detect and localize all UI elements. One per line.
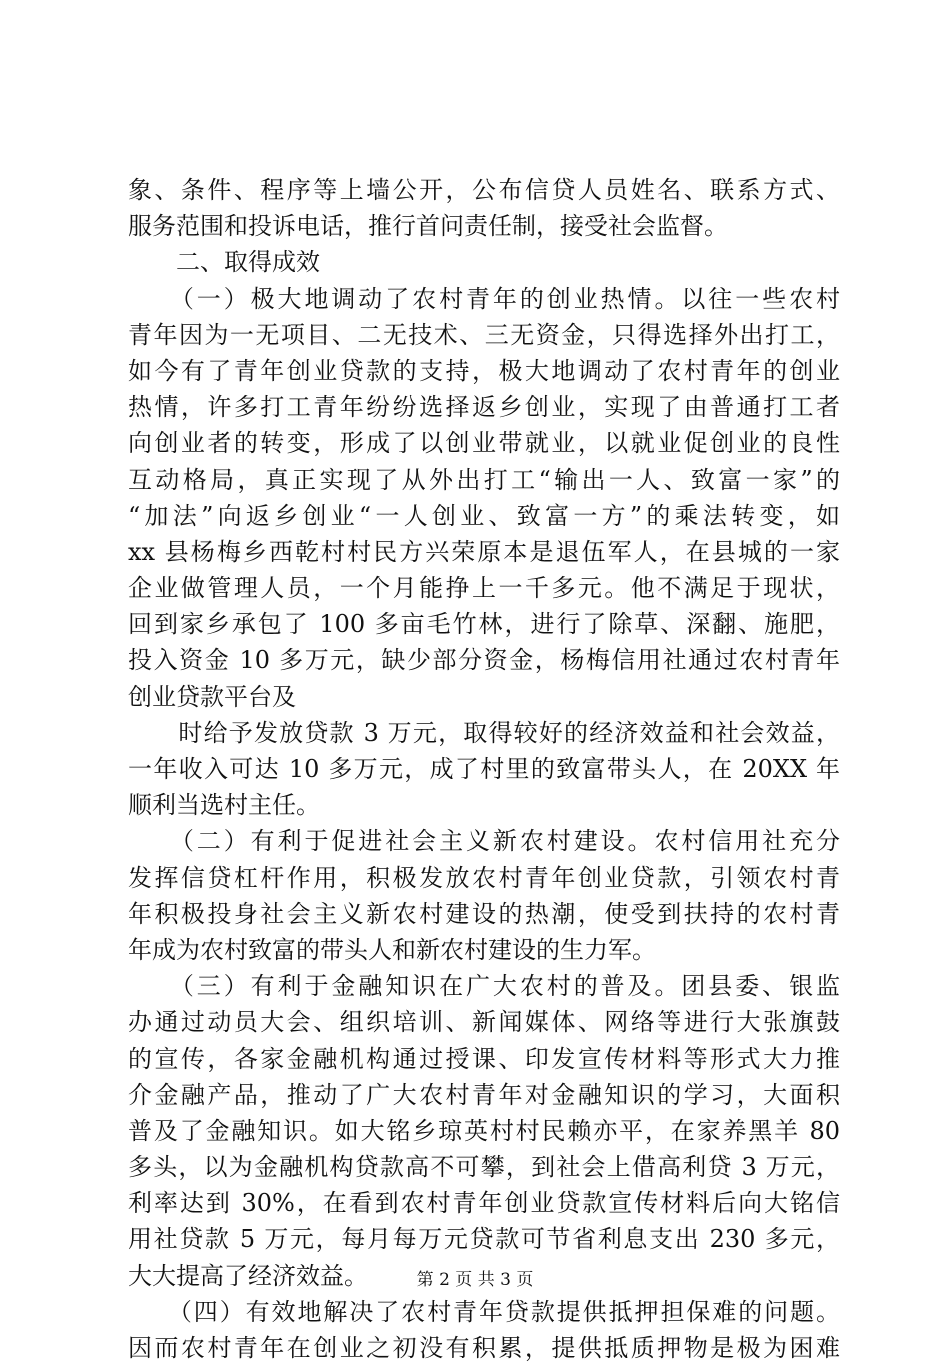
text-line: 因而农村青年在创业之初没有积累，提供抵质押物是极为困难 — [128, 1334, 840, 1362]
text-line: 用社贷款 5 万元，每月每万元贷款可节省利息支出 230 多元， — [128, 1225, 840, 1254]
text-line: xx 县杨梅乡西乾村村民方兴荣原本是退伍军人，在县城的一家 — [128, 537, 840, 566]
text-line: 介金融产品，推动了广大农村青年对金融知识的学习，大面积 — [128, 1080, 840, 1109]
text-line: 服务范围和投诉电话，推行首问责任制，接受社会监督。 — [128, 212, 728, 241]
section-heading: 二、取得成效 — [128, 248, 320, 277]
text-line: 利率达到 30%，在看到农村青年创业贷款宣传材料后向大铭信 — [128, 1189, 840, 1218]
text-line: 热情，许多打工青年纷纷选择返乡创业，实现了由普通打工者 — [128, 393, 840, 422]
text-line: （四）有效地解决了农村青年贷款提供抵押担保难的问题。 — [128, 1297, 840, 1326]
text-line: 投入资金 10 多万元，缺少部分资金，杨梅信用社通过农村青年 — [128, 646, 840, 675]
text-line: 顺利当选村主任。 — [128, 791, 320, 820]
text-line: 如今有了青年创业贷款的支持，极大地调动了农村青年的创业 — [128, 356, 840, 385]
text-line: 普及了金融知识。如大铭乡琼英村村民赖亦平，在家养黑羊 80 — [128, 1116, 840, 1145]
text-line: 互动格局，真正实现了从外出打工“输出一人、致富一家”的 — [128, 465, 840, 494]
text-line: 象、条件、程序等上墙公开，公布信贷人员姓名、联系方式、 — [128, 176, 840, 204]
text-line: （二）有利于促进社会主义新农村建设。农村信用社充分 — [128, 827, 840, 856]
page-number: 第 2 页 共 3 页 — [416, 1270, 534, 1290]
text-line: 时给予发放贷款 3 万元，取得较好的经济效益和社会效益， — [128, 718, 840, 747]
text-line: 年积极投身社会主义新农村建设的热潮，使受到扶持的农村青 — [128, 899, 840, 928]
text-line: 一年收入可达 10 多万元，成了村里的致富带头人，在 20XX 年 — [128, 755, 840, 783]
text-line: 大大提高了经济效益。 — [128, 1261, 368, 1290]
text-line: 企业做管理人员，一个月能挣上一千多元。他不满足于现状， — [128, 574, 840, 603]
text-line: 向创业者的转变，形成了以创业带就业，以就业促创业的良性 — [128, 429, 840, 458]
text-line: （一）极大地调动了农村青年的创业热情。以往一些农村 — [128, 284, 840, 313]
document-body — [128, 172, 840, 1366]
text-line: 创业贷款平台及 — [128, 682, 296, 711]
text-line: 年成为农村致富的带头人和新农村建设的生力军。 — [128, 935, 656, 964]
page-footer — [0, 1268, 950, 1292]
text-line: “加法”向返乡创业“一人创业、致富一方”的乘法转变，如 — [128, 501, 840, 530]
text-line: 的宣传，各家金融机构通过授课、印发宣传材料等形式大力推 — [128, 1044, 840, 1073]
text-line: 办通过动员大会、组织培训、新闻媒体、网络等进行大张旗鼓 — [128, 1008, 840, 1037]
text-line: 发挥信贷杠杆作用，积极发放农村青年创业贷款，引领农村青 — [128, 863, 840, 892]
text-line: 回到家乡承包了 100 多亩毛竹林，进行了除草、深翻、施肥， — [128, 610, 840, 639]
text-line: （三）有利于金融知识在广大农村的普及。团县委、银监 — [128, 972, 840, 1001]
text-line: 青年因为一无项目、二无技术、三无资金，只得选择外出打工， — [128, 320, 840, 349]
text-line: 多头，以为金融机构贷款高不可攀，到社会上借高利贷 3 万元， — [128, 1153, 840, 1182]
